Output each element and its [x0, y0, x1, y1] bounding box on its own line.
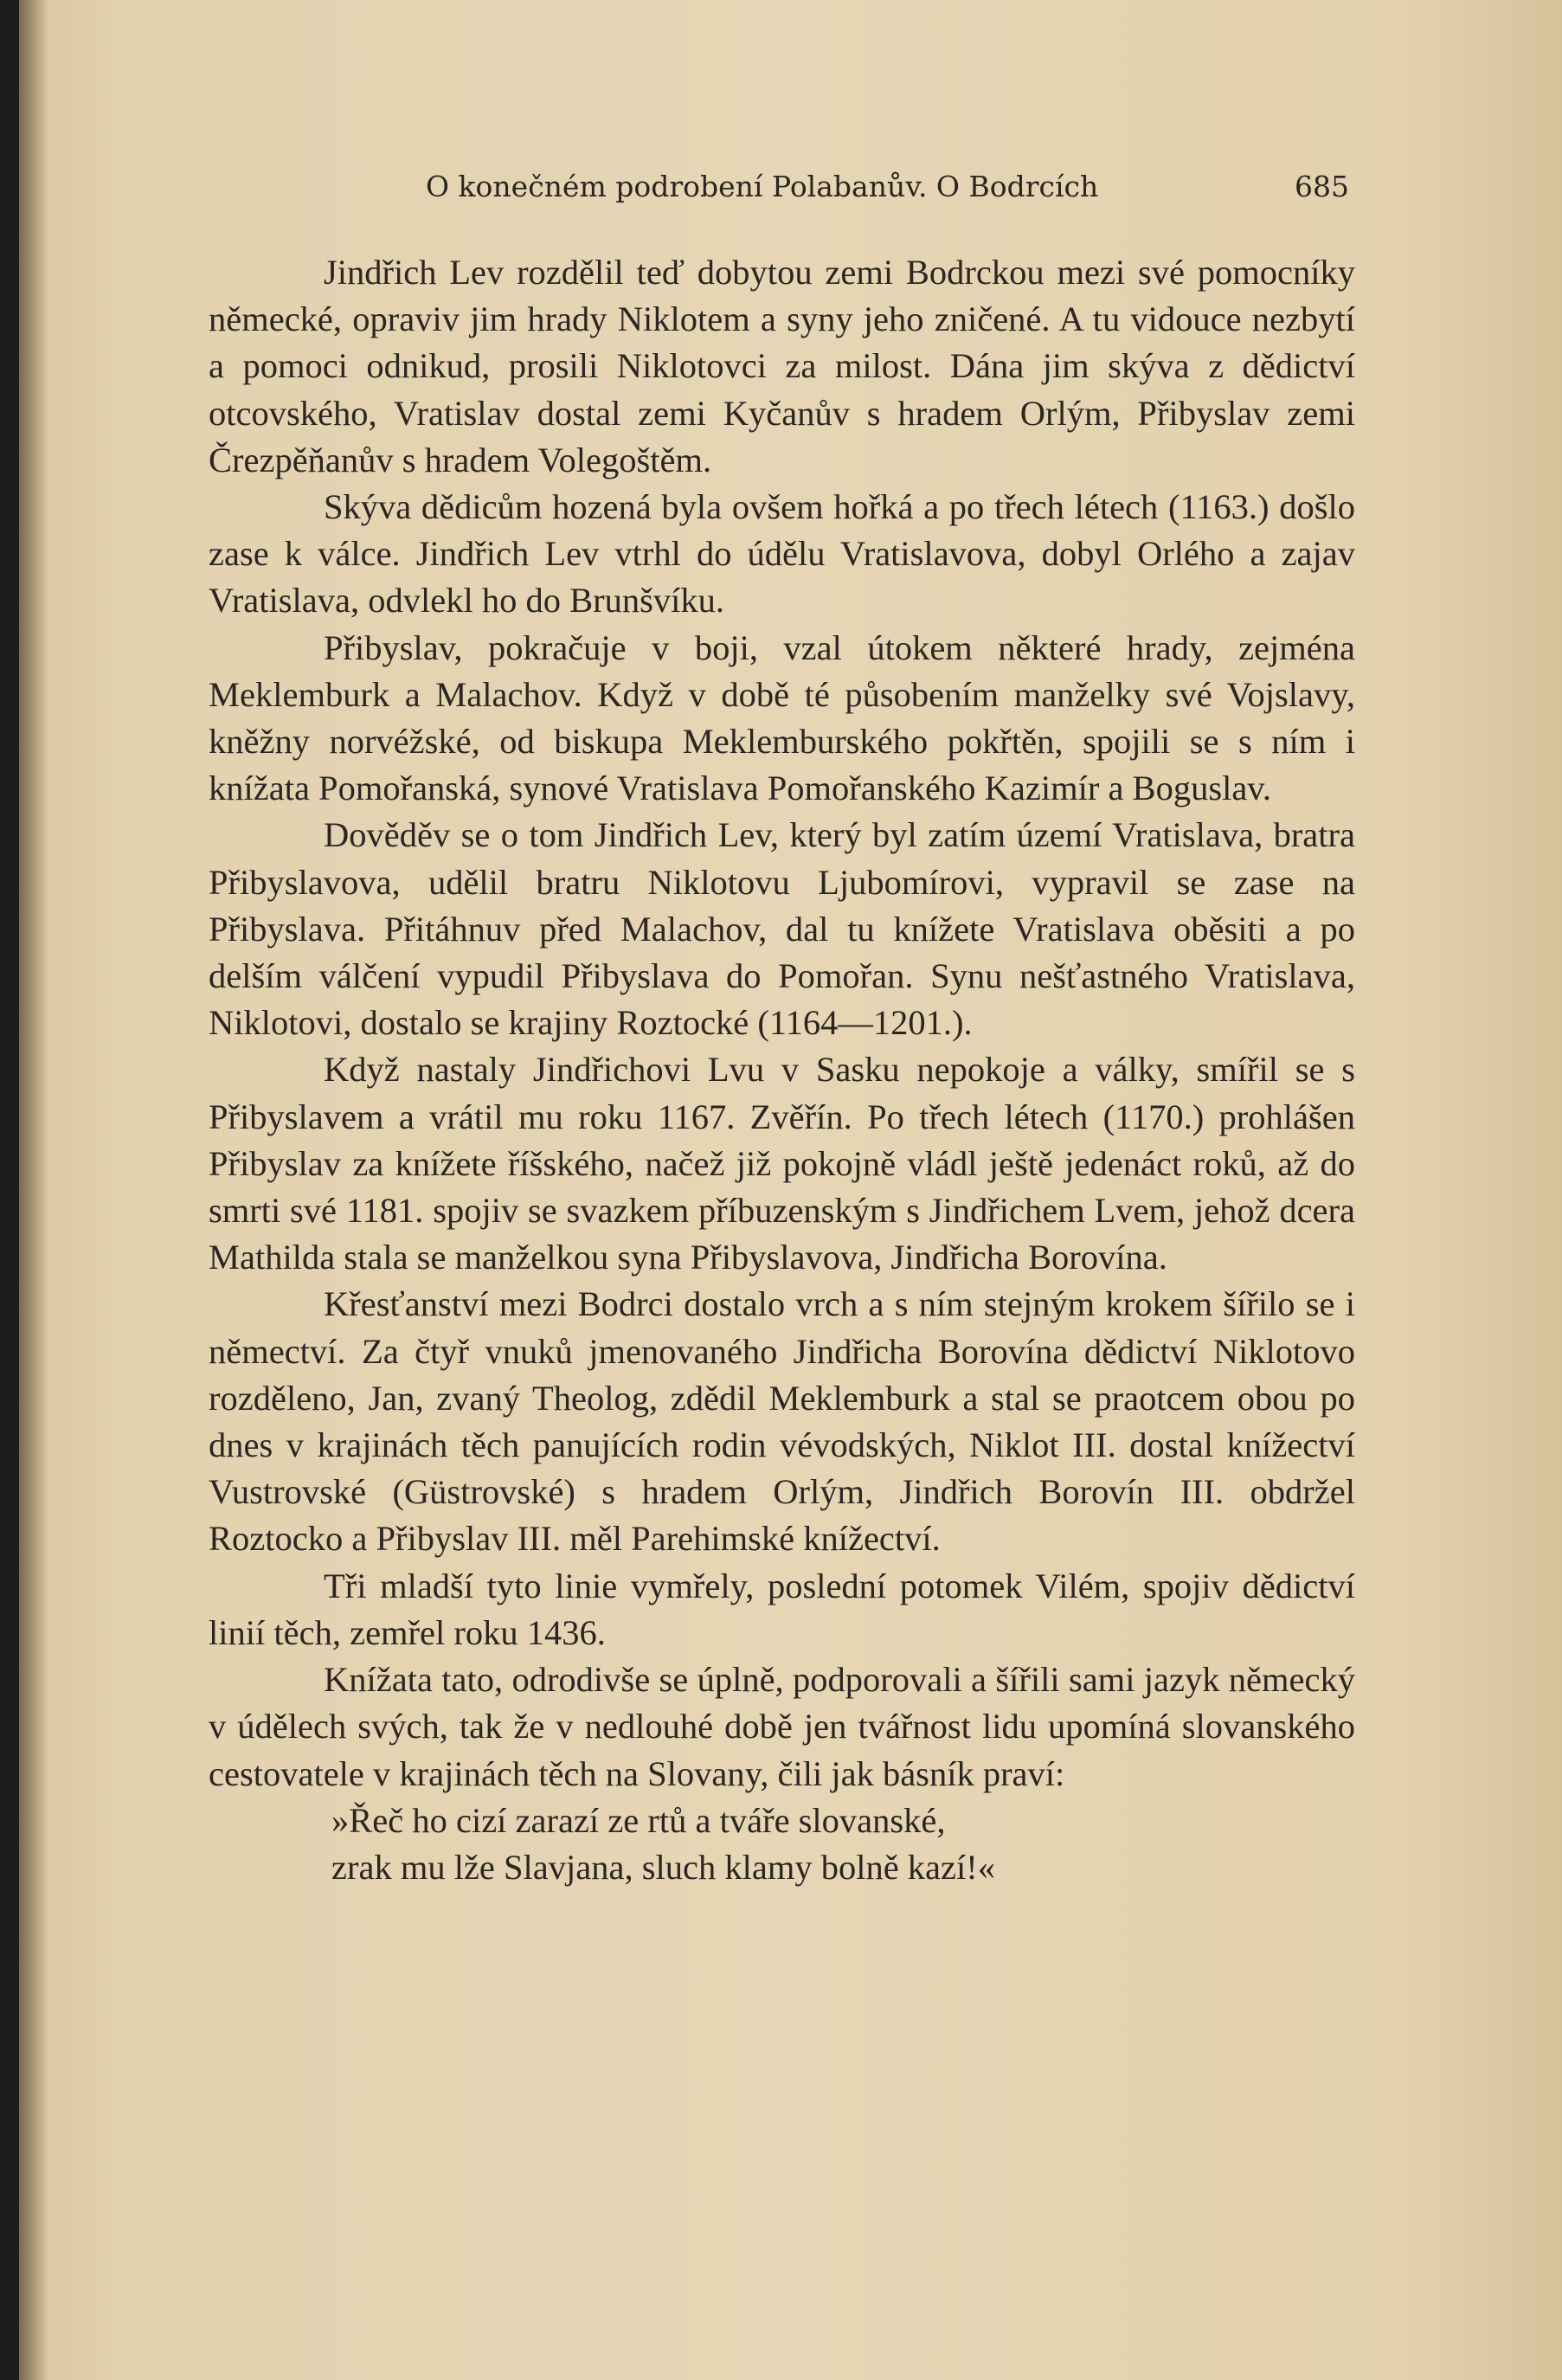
paragraph: Když nastaly Jindřichovi Lvu v Sasku nepokoje a války, smířil se s Přibyslavem a vrátil mu roku 1167. Zvěřín. Po třech létech (1170.) prohlášen Přibyslav za knížete říšského, načež již pokojně vládl ještě jedenáct roků, až do smrti své 1181. spojiv se svazkem příbuzenským s Jindřichem Lvem, jehož dcera Mathilda stala se manželkou syna Přibyslavova, Jindřicha Borovína.	[209, 1050, 1355, 1277]
paragraph: Knížata tato, odrodivše se úplně, podporovali a šířili sami jazyk německý v údělech svých, tak že v nedlouhé době jen tvářnost lidu upomíná slovanského cestovatele v krajinách těch na Slovany, čili jak básník praví:	[209, 1660, 1355, 1793]
book-page	[19, 0, 1562, 2380]
page-number: 685	[1295, 170, 1349, 203]
paragraph: Přibyslav, pokračuje v boji, vzal útokem některé hrady, zejména Meklemburk a Malachov. Když v době té působením manželky své Vojslavy, kněžny norvéžské, od biskupa Meklemburského pokřtěn, spojili se s ním i knížata Pomořanská, synové Vratislava Pomořanského Kazimír a Boguslav.	[209, 627, 1355, 808]
verse-line-2: zrak mu lže Slavjana, sluch klamy bolně kazí!«	[331, 1847, 995, 1887]
verse-line-1: »Řeč ho cizí zarazí ze rtů a tváře slovanské,	[331, 1800, 946, 1840]
verse-quote	[209, 1798, 1355, 1891]
body-text	[209, 249, 1355, 1891]
running-title: O konečném podrobení Polabanův. O Bodrcích	[426, 170, 1099, 203]
page-header	[19, 170, 1562, 213]
paragraph: Dověděv se o tom Jindřich Lev, který byl zatím území Vratislava, bratra Přibyslavova, udělil bratru Niklotovu Ljubomírovi, vypravil se zase na Přibyslava. Přitáhnuv před Malachov, dal tu knížete Vratislava oběsiti a po delším válčení vypudil Přibyslava do Pomořan. Synu nešťastného Vratislava, Niklotovi, dostalo se krajiny Roztocké (1164—1201.).	[209, 815, 1355, 1043]
paragraph: Skýva dědicům hozená byla ovšem hořká a po třech létech (1163.) došlo zase k válce. Jindřich Lev vtrhl do údělu Vratislavova, dobyl Orlého a zajav Vratislava, odvlekl ho do Brunšvíku.	[209, 487, 1355, 621]
paragraph: Jindřich Lev rozdělil teď dobytou zemi Bodrckou mezi své pomocníky německé, opraviv jim hrady Niklotem a syny jeho zničené. A tu vidouce nezbytí a pomoci odnikud, prosili Niklotovci za milost. Dána jim skýva z dědictví otcovského, Vratislav dostal zemi Kyčanův s hradem Orlým, Přibyslav zemi Črezpěňanův s hradem Volegoštěm.	[209, 253, 1355, 479]
spine-shadow	[19, 0, 48, 2380]
paragraph: Tři mladší tyto linie vymřely, poslední potomek Vilém, spojiv dědictví linií těch, zemřel roku 1436.	[209, 1566, 1355, 1652]
paragraph: Křesťanství mezi Bodrci dostalo vrch a s ním stejným krokem šířilo se i němectví. Za čtyř vnuků jmenovaného Jindřicha Borovína dědictví Niklotovo rozděleno, Jan, zvaný Theolog, zdědil Meklemburk a stal se praotcem obou po dnes v krajinách těch panujících rodin vévodských, Niklot III. dostal knížectví Vustrovské (Güstrovské) s hradem Orlým, Jindřich Borovín III. obdržel Roztocko a Přibyslav III. měl Parehimské knížectví.	[209, 1284, 1355, 1559]
